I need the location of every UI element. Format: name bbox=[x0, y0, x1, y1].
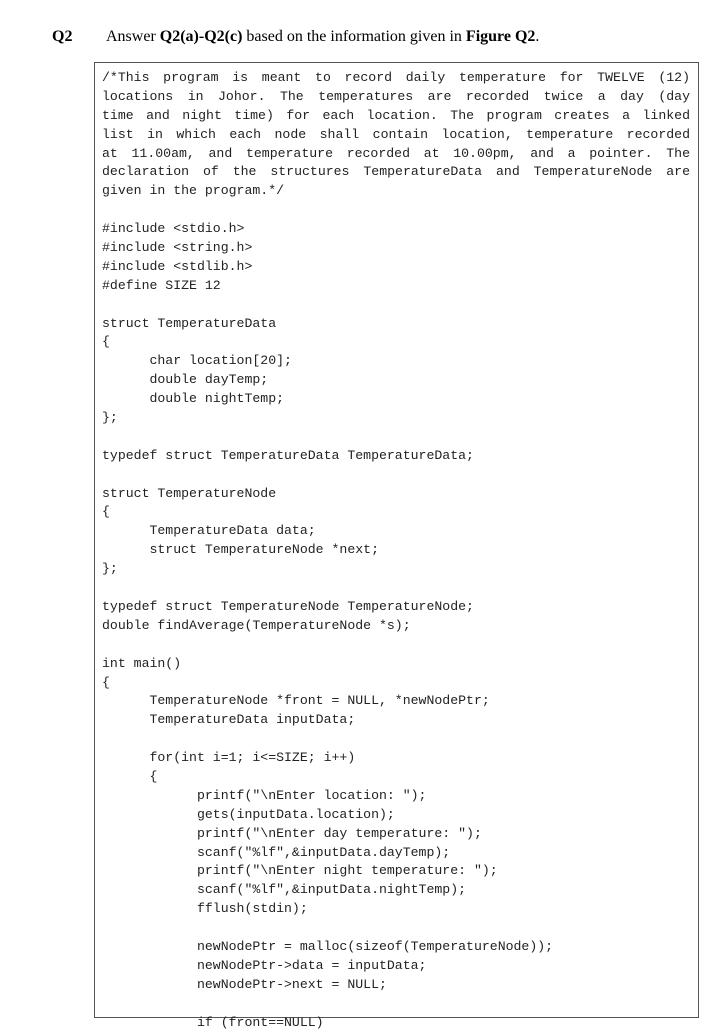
code-line: newNodePtr->data = inputData; bbox=[102, 957, 427, 973]
code-line: printf("\nEnter location: "); bbox=[102, 787, 427, 803]
code-comment-line: given in the program.*/ bbox=[102, 183, 285, 199]
code-line: typedef struct TemperatureData TemperatureData; bbox=[102, 447, 474, 463]
code-line: #define SIZE 12 bbox=[102, 277, 221, 293]
code-line bbox=[102, 296, 690, 315]
figure-reference: Figure Q2 bbox=[465, 28, 536, 45]
code-comment-line: time and night time) for each location. The program creates a linked bbox=[102, 107, 690, 123]
code-listing bbox=[102, 69, 690, 1032]
question-text-middle: based on the information given in bbox=[242, 28, 466, 45]
code-line: char location[20]; bbox=[102, 353, 292, 369]
code-line bbox=[102, 201, 690, 220]
code-line bbox=[102, 636, 690, 655]
code-line: printf("\nEnter day temperature: "); bbox=[102, 825, 482, 841]
code-line: { bbox=[102, 334, 110, 350]
code-line: { bbox=[102, 504, 110, 520]
question-text-before: Answer bbox=[106, 28, 160, 45]
code-line: scanf("%lf",&inputData.nightTemp); bbox=[102, 882, 467, 898]
code-line: TemperatureData inputData; bbox=[102, 712, 356, 728]
code-line: }; bbox=[102, 561, 118, 577]
code-line: #include <stdio.h> bbox=[102, 221, 245, 237]
code-line: double findAverage(TemperatureNode *s); bbox=[102, 617, 411, 633]
code-line: typedef struct TemperatureNode TemperatureNode; bbox=[102, 598, 474, 614]
code-line bbox=[102, 466, 690, 485]
code-line: struct TemperatureData bbox=[102, 315, 277, 331]
code-line bbox=[102, 579, 690, 598]
code-line: TemperatureData data; bbox=[102, 523, 316, 539]
code-line: gets(inputData.location); bbox=[102, 806, 395, 822]
code-line: for(int i=1; i<=SIZE; i++) bbox=[102, 750, 356, 766]
code-line: #include <string.h> bbox=[102, 240, 253, 256]
code-line: fflush(stdin); bbox=[102, 901, 308, 917]
code-line: scanf("%lf",&inputData.dayTemp); bbox=[102, 844, 451, 860]
code-line: newNodePtr->next = NULL; bbox=[102, 976, 387, 992]
question-text bbox=[106, 28, 539, 46]
code-line: int main() bbox=[102, 655, 182, 671]
code-comment-line: /*This program is meant to record daily temperature for TWELVE (12) bbox=[102, 70, 690, 85]
code-line: double nightTemp; bbox=[102, 391, 285, 407]
code-line bbox=[102, 730, 690, 749]
code-line: newNodePtr = malloc(sizeof(TemperatureNode)); bbox=[102, 938, 554, 954]
code-line: struct TemperatureNode *next; bbox=[102, 542, 379, 558]
question-range: Q2(a)-Q2(c) bbox=[159, 28, 243, 45]
code-line: double dayTemp; bbox=[102, 372, 269, 388]
code-line: #include <stdlib.h> bbox=[102, 258, 253, 274]
question-number: Q2 bbox=[52, 28, 73, 45]
code-comment-line: at 11.00am, and temperature recorded at 10.00pm, and a pointer. The bbox=[102, 145, 690, 161]
code-comment-line: list in which each node shall contain location, temperature recorded bbox=[102, 126, 690, 142]
code-line bbox=[102, 919, 690, 938]
code-line: { bbox=[102, 674, 110, 690]
code-listing-box bbox=[94, 62, 699, 1030]
code-line: struct TemperatureNode bbox=[102, 485, 277, 501]
question-text-after: . bbox=[535, 28, 540, 45]
code-line: { bbox=[102, 768, 158, 784]
code-line bbox=[102, 428, 690, 447]
code-line: }; bbox=[102, 410, 118, 426]
code-line: TemperatureNode *front = NULL, *newNodePtr; bbox=[102, 693, 490, 709]
code-line: if (front==NULL) bbox=[102, 1014, 324, 1030]
code-comment-line: declaration of the structures TemperatureData and TemperatureNode are bbox=[102, 164, 690, 180]
code-comment-line: locations in Johor. The temperatures are recorded twice a day (day bbox=[102, 88, 690, 104]
code-line: printf("\nEnter night temperature: "); bbox=[102, 863, 498, 879]
code-line bbox=[102, 995, 690, 1014]
